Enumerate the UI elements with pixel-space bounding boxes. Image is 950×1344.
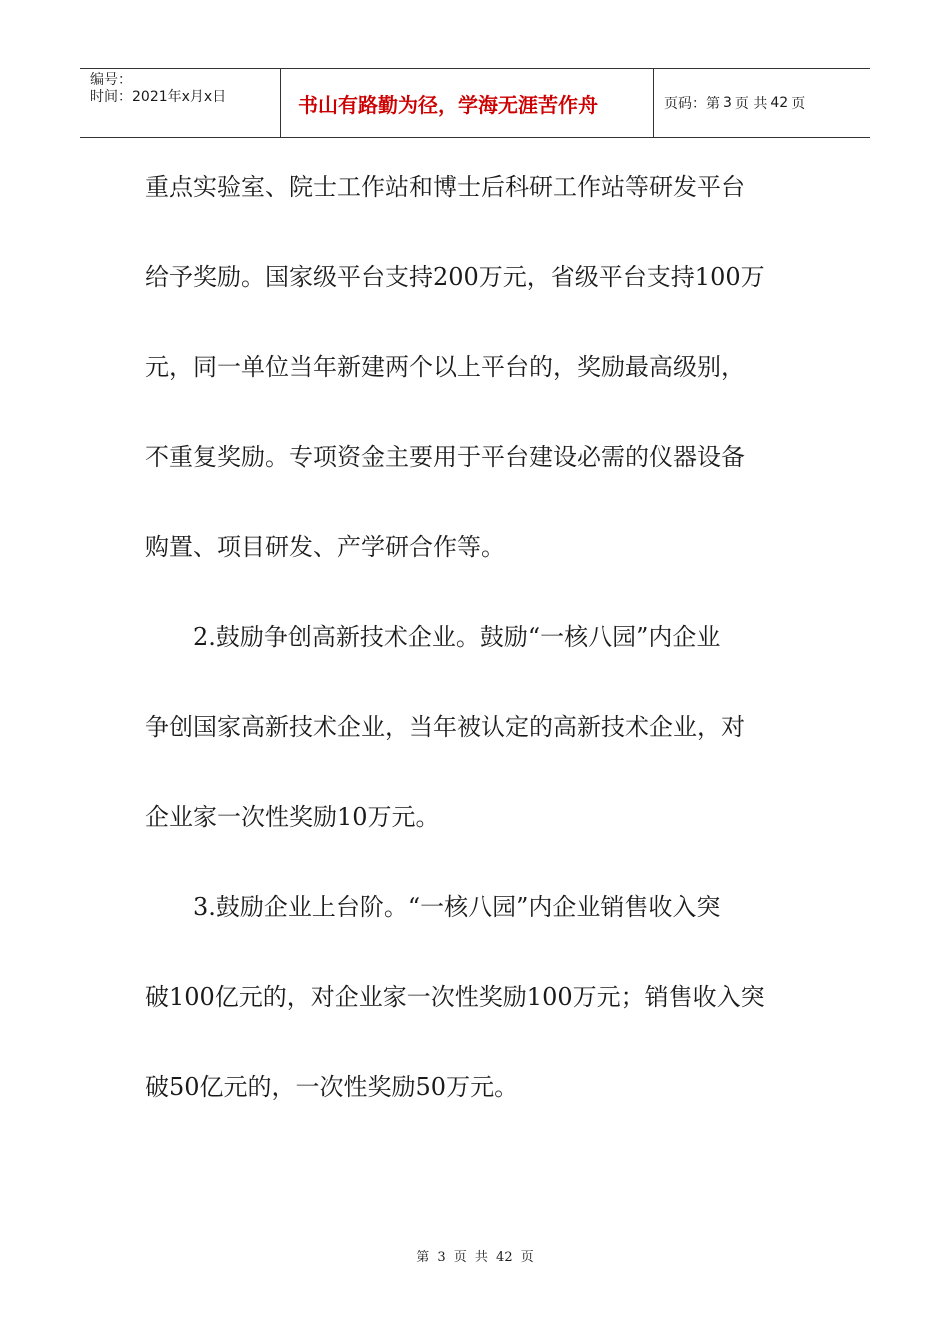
body-line: 破50亿元的，一次性奖励50万元。 bbox=[145, 1073, 519, 1101]
page-header bbox=[80, 68, 870, 138]
body-line: 企业家一次性奖励10万元。 bbox=[145, 803, 440, 831]
time-row bbox=[90, 89, 280, 106]
header-page-number bbox=[654, 69, 870, 137]
body-line: 不重复奖励。专项资金主要用于平台建设必需的仪器设备 bbox=[145, 443, 745, 471]
body-line: 购置、项目研发、产学研合作等。 bbox=[145, 533, 505, 561]
body-line: 3.鼓励企业上台阶。“一核八园”内企业销售收入突 bbox=[193, 893, 721, 921]
time-label: 时间： bbox=[90, 89, 132, 105]
page-current: 3 bbox=[723, 95, 732, 111]
body-line: 给予奖励。国家级平台支持200万元，省级平台支持100万 bbox=[145, 263, 765, 291]
page-footer: 第 3 页 共 42 页 bbox=[416, 1250, 534, 1265]
header-meta bbox=[80, 69, 281, 137]
number-label: 编号： bbox=[90, 72, 132, 88]
body-line: 破100亿元的，对企业家一次性奖励100万元；销售收入突 bbox=[145, 983, 765, 1011]
body-line: 元，同一单位当年新建两个以上平台的，奖励最高级别， bbox=[145, 353, 745, 381]
page-prefix: 页码：第 bbox=[664, 96, 720, 112]
page-total: 42 bbox=[770, 95, 789, 111]
page-middle: 页 共 bbox=[734, 96, 768, 112]
body-line: 2.鼓励争创高新技术企业。鼓励“一核八园”内企业 bbox=[193, 623, 721, 651]
body-line: 争创国家高新技术企业，当年被认定的高新技术企业，对 bbox=[145, 713, 745, 741]
body-line: 重点实验室、院士工作站和博士后科研工作站等研发平台 bbox=[145, 173, 745, 201]
page-suffix: 页 bbox=[791, 96, 806, 112]
document-body bbox=[145, 165, 815, 1155]
header-motto: 书山有路勤为径，学海无涯苦作舟 bbox=[281, 69, 654, 137]
date-value: 2021年x月x日 bbox=[132, 89, 227, 105]
